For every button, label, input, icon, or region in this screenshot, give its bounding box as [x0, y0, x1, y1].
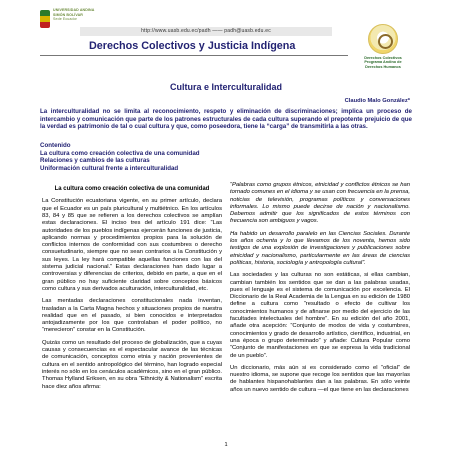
uasb-name-line1: UNIVERSIDAD ANDINA — [53, 8, 95, 12]
page-header — [0, 0, 452, 80]
url-bar[interactable]: http://www.uasb.edu.ec/padh —— padh@uasb.edu.ec — [80, 27, 332, 36]
dca-caption: Derechos Colectivos Programa Andino de Derechos Humanos — [364, 56, 402, 69]
left-column — [42, 182, 222, 396]
page-number: 1 — [224, 442, 228, 448]
site-title: Derechos Colectivos y Justicia Indígena — [89, 40, 296, 52]
section-heading: La cultura como creación colectiva de una comunidad — [54, 186, 210, 192]
article-author: Claudio Malo González* — [344, 98, 410, 104]
toc-item[interactable]: Relaciones y cambios de las culturas — [40, 157, 150, 165]
toc-item[interactable]: Uniformación cultural frente a interculturalidad — [40, 164, 179, 172]
quote-paragraph: Ha habido un desarrollo paralelo en las Ciencias Sociales. Durante los años ochenta y lo que llevamos de los noventa, hemos sido testigos de una explosión de investigaciones y publicaciones sobre etnicidad y nacionalismo, particularmente en las áreas de ciencias políticas, historia, sociología y antropología cultural”. — [230, 230, 410, 266]
paragraph: Las mentadas declaraciones constitucionales nada inventan, trasladan a la Carta Magna hechos y situaciones propios de nuestra realidad que en el pasado, si bien conocidos e interpretados antojadizamente por los que controlaban el poder político, no “merecieron” constar en la Constitución. — [42, 298, 222, 334]
paragraph: Un diccionario, más aún si es considerado como el “oficial” de nuestro idioma, se supone que recoge los sentidos que las mayorías de hablantes hispanohablantes dan a las palabras. En sólo veinte años un nuevo sentido de cultura —el que tiene en las declaraciones — [230, 364, 410, 393]
uasb-name-line2: SIMÓN BOLÍVAR — [53, 12, 83, 17]
dca-emblem-icon — [368, 24, 398, 54]
uasb-name — [53, 8, 94, 22]
paragraph: Las sociedades y las culturas no son estáticas, si ellas cambian, cambian también los sentidos que se dan a las palabras usadas, pues el lenguaje es el sistema de comunicación por excelencia. El Diccionario de la Real Academia de la Lengua en su edición de 1980 define a cultura como “resultado o efecto de cultivar los conocimientos humanos y de afinarse por medio del ejercicio de las facultades intelectuales del hombre”. En su edición del año 2001, añade otra acepción: “Conjunto de modos de vida y costumbres, conocimientos y grado de desarrollo artístico, científico, industrial, en una época o grupo determinado” y añade: Cultura Popular como “Conjunto de manifestaciones en que se expresa la vida tradicional de un pueblo”. — [230, 272, 410, 359]
article-abstract: La interculturalidad no se limita al reconocimiento, respeto y eliminación de discriminaciones; implica un proceso de intercambio y comunicación que parte de los patrones estructurales de cada cultura superando el prepotente prejuicio de que la verdad es patrimonio de tal o cual cultura y que, como poseedora, tiene la “carga” de transmitirla a las otras. — [40, 108, 412, 131]
uasb-emblem-icon — [40, 10, 50, 28]
quote-paragraph: “Palabras como grupos étnicos, etnicidad y conflictos étnicos se han tornado comunes en el idioma y se usan con frecuencia en la prensa, noticias de televisión, programas políticos y conversaciones informales. Lo mismo puede decirse de nación y nacionalismo. Debemos admitir que los significados de estos términos con frecuencia son ambiguos y vagos. — [230, 182, 410, 225]
table-of-contents — [40, 142, 412, 172]
uasb-name-line3: Sede Ecuador — [53, 17, 77, 22]
paragraph: La Constitución ecuatoriana vigente, en su primer artículo, declara que el Ecuador es un país pluricultural y multiétnico. En los artículos 83, 84 y 85 que se refieren a los derechos colectivos se amplían estas declaraciones. El inciso tres del artículo 191 dice: “Las autoridades de los pueblos indígenas ejercerán funciones de justicia, aplicando normas y procedimientos propios para la solución de conflictos internos de conformidad con sus costumbres o derecho consuetudinario, siempre que no sean contrarios a la Constitución y sus leyes. La ley hará compatible aquellas funciones con las del sistema judicial nacional.” Estas declaraciones han dado lugar a controversias y diferencias de criterios, debido en parte, a que en el gran público no hay suficiente claridad sobre conceptos básicos como cultura y sus derivados aculturación, interculturalidad, etc. — [42, 198, 222, 292]
paragraph: Quizás como un resultado del proceso de globalización, que a cuyas causas y consecuencias es el espectacular avance de las técnicas de comunicación, conceptos como etnia y nación provenientes de cultura en el sentido antropológico del término, han logrado especial interés no sólo en los cenáculos académicos, sino en el gran público. Thomas Hylland Eriksen, en su obra “Ethnicity & Nationalism” escrita hace diez años afirma: — [42, 339, 222, 390]
header-divider — [40, 55, 348, 56]
dca-logo — [360, 24, 406, 74]
right-column — [230, 182, 410, 399]
article-title: Cultura e Interculturalidad — [169, 82, 283, 92]
toc-item[interactable]: La cultura como creación colectiva de una comunidad — [40, 149, 200, 157]
toc-heading: Contenido — [40, 142, 71, 149]
